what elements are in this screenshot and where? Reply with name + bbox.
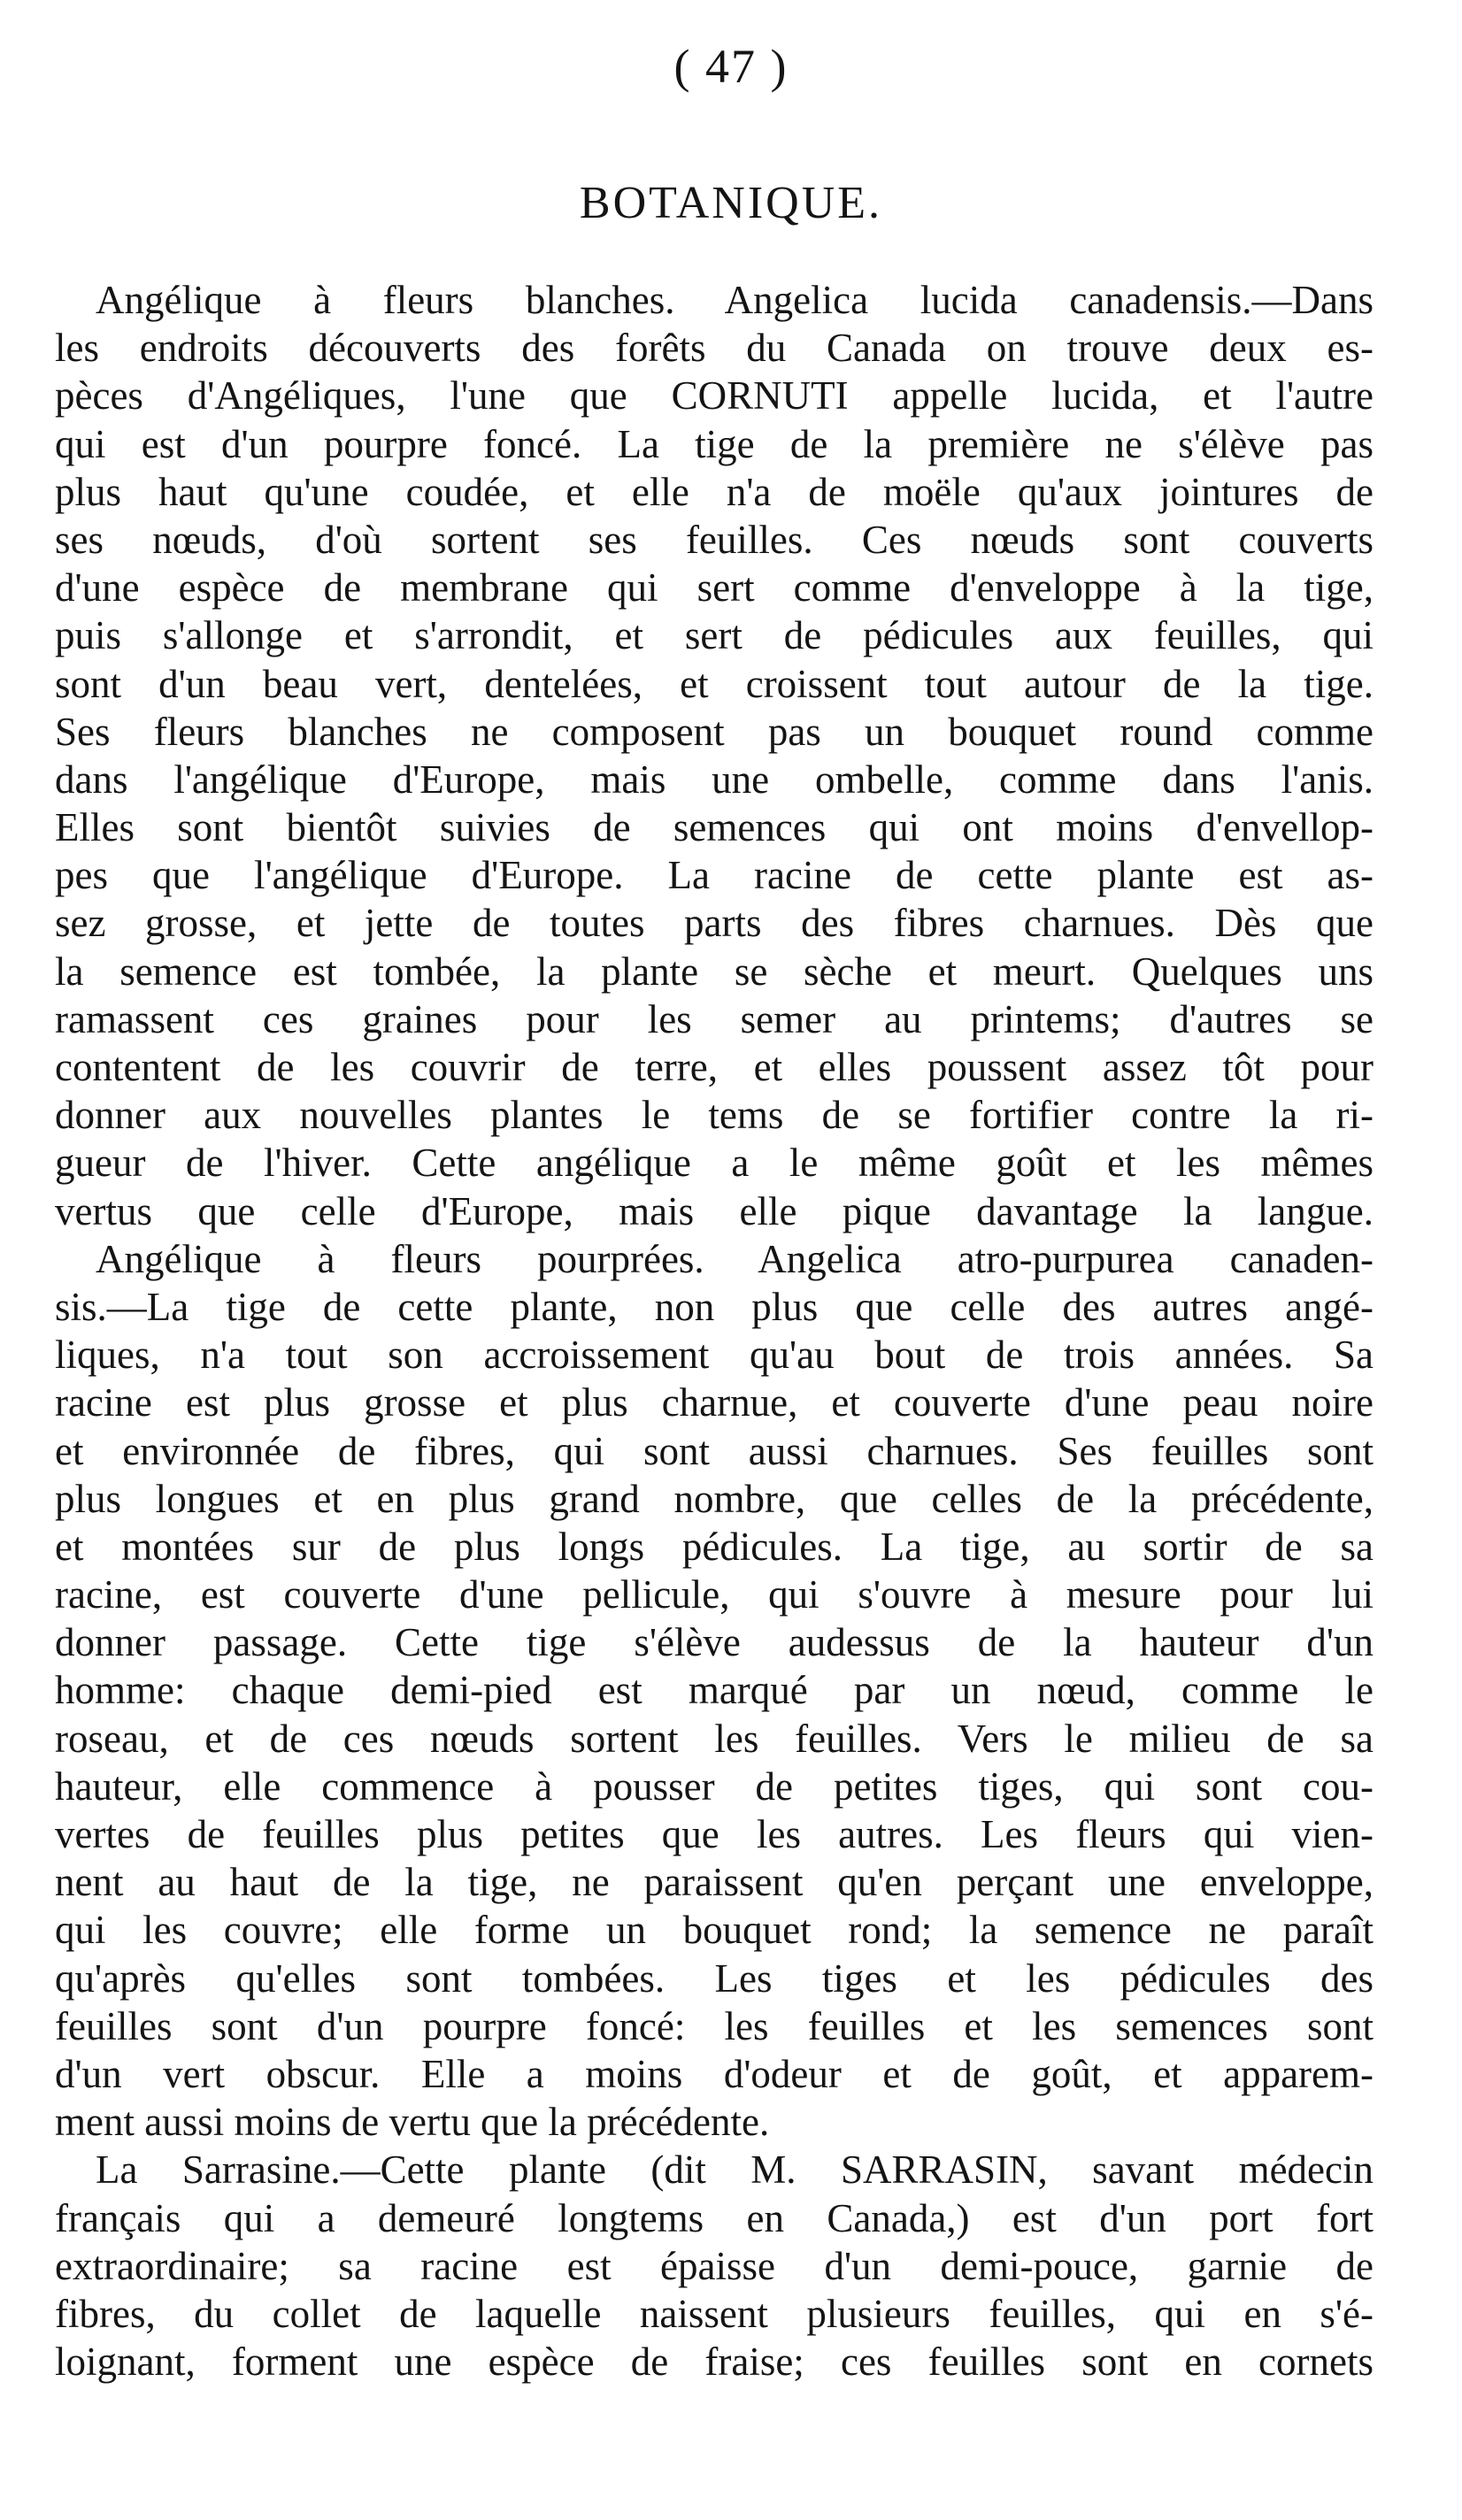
text-line: fibres, du collet de laquelle naissent plusieurs feuilles, qui en s'é-	[55, 2291, 1374, 2336]
text-line: français qui a demeuré longtems en Canada,) est d'un port fort	[55, 2195, 1374, 2240]
text-line: hauteur, elle commence à pousser de petites tiges, qui sont cou-	[55, 1763, 1374, 1809]
text-line: plus haut qu'une coudée, et elle n'a de moële qu'aux jointures de	[55, 469, 1374, 514]
text-line: La Sarrasine.—Cette plante (dit M. SARRASIN, savant médecin	[96, 2147, 1374, 2193]
text-line: homme: chaque demi-pied est marqué par un nœud, comme le	[55, 1668, 1374, 1713]
text-line: les endroits découverts des forêts du Canada on trouve deux es-	[55, 326, 1374, 371]
page-number: ( 47 )	[673, 40, 789, 93]
text-line: nent au haut de la tige, ne paraissent qu'en perçant une enveloppe,	[55, 1860, 1374, 1905]
text-line: Angélique à fleurs blanches. Angelica lucida canadensis.—Dans	[96, 278, 1374, 322]
text-line: qui est d'un pourpre foncé. La tige de la première ne s'élève pas	[55, 421, 1374, 466]
text-line: ses nœuds, d'où sortent ses feuilles. Ces nœuds sont couverts	[55, 517, 1374, 562]
text-line: dans l'angélique d'Europe, mais une ombelle, comme dans l'anis.	[55, 757, 1374, 802]
text-line: Angélique à fleurs pourprées. Angelica atro-purpurea canaden-	[96, 1236, 1374, 1281]
text-line: la semence est tombée, la plante se sèche et meurt. Quelques uns	[55, 949, 1374, 994]
text-line: racine est plus grosse et plus charnue, et couverte d'une peau noire	[55, 1380, 1374, 1425]
text-line: sont d'un beau vert, dentelées, et croissent tout autour de la tige.	[55, 661, 1374, 706]
text-line: donner passage. Cette tige s'élève audessus de la hauteur d'un	[55, 1620, 1374, 1665]
text-line: d'une espèce de membrane qui sert comme d'enveloppe à la tige,	[55, 565, 1374, 611]
section-title: BOTANIQUE.	[579, 178, 883, 228]
text-line: puis s'allonge et s'arrondit, et sert de pédicules aux feuilles, qui	[55, 613, 1374, 658]
text-line: extraordinaire; sa racine est épaisse d'un demi-pouce, garnie de	[55, 2243, 1374, 2288]
text-line: plus longues et en plus grand nombre, que celles de la précédente,	[55, 1476, 1374, 1521]
text-line: sez grosse, et jette de toutes parts des fibres charnues. Dès que	[55, 901, 1374, 946]
text-line: contentent de les couvrir de terre, et elles poussent assez tôt pour	[55, 1045, 1374, 1089]
text-line: ment aussi moins de vertu que la précédente.	[55, 2100, 770, 2145]
text-line: donner aux nouvelles plantes le tems de se fortifier contre la ri-	[55, 1093, 1374, 1138]
text-line: et montées sur de plus longs pédicules. La tige, au sortir de sa	[55, 1524, 1374, 1569]
text-line: roseau, et de ces nœuds sortent les feuilles. Vers le milieu de sa	[55, 1716, 1374, 1761]
body-text	[55, 276, 1374, 2386]
text-line: gueur de l'hiver. Cette angélique a le même goût et les mêmes	[55, 1141, 1374, 1186]
text-line: loignant, forment une espèce de fraise; ces feuilles sont en cornets	[55, 2339, 1374, 2385]
text-line: et environnée de fibres, qui sont aussi charnues. Ses feuilles sont	[55, 1428, 1374, 1473]
text-line: pèces d'Angéliques, l'une que CORNUTI appelle lucida, et l'autre	[55, 373, 1374, 419]
text-line: d'un vert obscur. Elle a moins d'odeur et de goût, et apparem-	[55, 2051, 1374, 2096]
text-line: Elles sont bientôt suivies de semences qui ont moins d'envellop-	[55, 805, 1374, 850]
text-line: qu'après qu'elles sont tombées. Les tiges et les pédicules des	[55, 1955, 1374, 2001]
text-line: pes que l'angélique d'Europe. La racine de cette plante est as-	[55, 853, 1374, 898]
text-line: vertus que celle d'Europe, mais elle pique davantage la langue.	[55, 1188, 1374, 1233]
text-line: feuilles sont d'un pourpre foncé: les feuilles et les semences sont	[55, 2003, 1374, 2048]
text-line: liques, n'a tout son accroissement qu'au bout de trois années. Sa	[55, 1333, 1374, 1378]
text-line: qui les couvre; elle forme un bouquet rond; la semence ne paraît	[55, 1908, 1374, 1953]
text-line: vertes de feuilles plus petites que les autres. Les fleurs qui vien-	[55, 1812, 1374, 1856]
text-line: racine, est couverte d'une pellicule, qui s'ouvre à mesure pour lui	[55, 1572, 1374, 1617]
text-line: sis.—La tige de cette plante, non plus que celle des autres angé-	[55, 1284, 1374, 1329]
text-line: Ses fleurs blanches ne composent pas un bouquet round comme	[55, 709, 1374, 754]
text-line: ramassent ces graines pour les semer au printems; d'autres se	[55, 996, 1374, 1041]
